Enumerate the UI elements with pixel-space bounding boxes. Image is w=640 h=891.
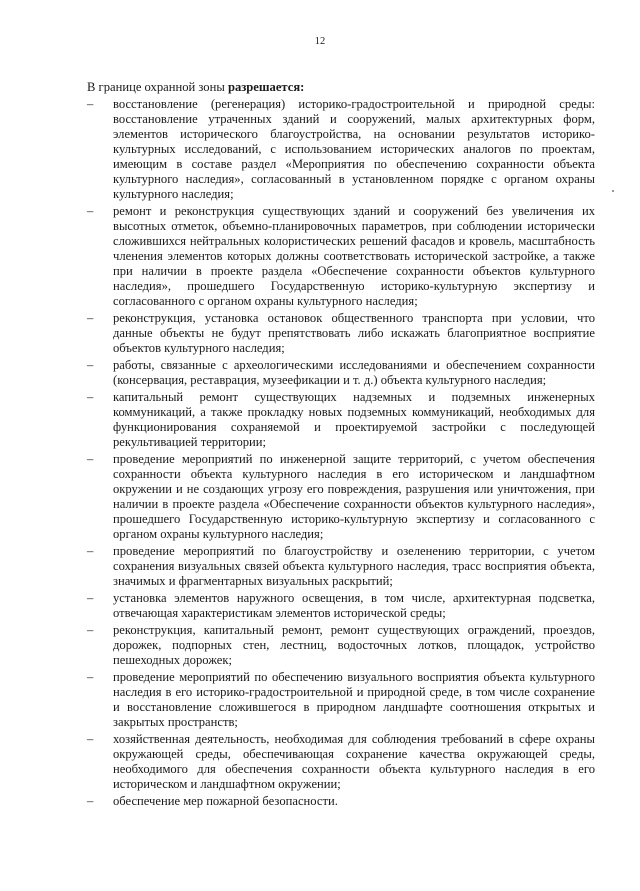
- bullet-dash: –: [87, 544, 94, 558]
- list-item-text: установка элементов наружного освещения, в том числе, архитектурная подсветка, отвечающая характеристикам элементов исторической среды;: [113, 591, 595, 620]
- list-item-text: хозяйственная деятельность, необходимая для соблюдения требований в сфере охраны окружающей среды, обеспечивающая сохранение качества окружающей среды, необходимого для обеспечения сохранности объекта культурного наследия в его историческом и ландшафтном окружении;: [113, 732, 595, 791]
- document-body: [87, 80, 595, 811]
- list-item-text: капитальный ремонт существующих надземных и подземных инженерных коммуникаций, а также прокладку новых подземных коммуникаций, необходимых для функционирования сохраняемой и проектируемой застройки с последующей рекультивацией территории;: [113, 390, 595, 449]
- list-item: [87, 97, 595, 202]
- list-item: [87, 732, 595, 792]
- list-item: [87, 452, 595, 542]
- list-item: [87, 623, 595, 668]
- page-number: 12: [314, 36, 326, 47]
- section-intro: [87, 80, 595, 95]
- list-item-text: реконструкция, капитальный ремонт, ремонт существующих ограждений, проездов, дорожек, подпорных стен, лестниц, водосточных лотков, площадок, устройство пешеходных дорожек;: [113, 623, 595, 667]
- list-item: [87, 591, 595, 621]
- list-item-text: проведение мероприятий по инженерной защите территорий, с учетом обеспечения сохранности объекта культурного наследия в его историческом и ландшафтном окружении и не создающих угрозу его повреждения, разрушения или уничтожения, при наличии в проекте раздела «Обеспечение сохранности объектов культурного наследия», прошедшего Государственную историко-культурную экспертизу и согласованного с органом охраны культурного наследия;: [113, 452, 595, 541]
- list-item: [87, 358, 595, 388]
- intro-text: В границе охранной зоны: [87, 80, 228, 94]
- list-item-text: реконструкция, установка остановок общественного транспорта при условии, что данные объекты не будут препятствовать либо искажать благоприятное восприятие объектов культурного наследия;: [113, 311, 595, 355]
- list-item-text: работы, связанные с археологическими исследованиями и обеспечением сохранности (консервация, реставрация, музеефикации и т. д.) объекта культурного наследия;: [113, 358, 595, 387]
- scan-speck: [612, 190, 614, 192]
- bullet-dash: –: [87, 732, 94, 746]
- list-item-text: проведение мероприятий по благоустройству и озеленению территории, с учетом сохранения визуальных связей объекта культурного наследия, трасс восприятия объекта, значимых и фрагментарных визуальных раскрытий;: [113, 544, 595, 588]
- list-item-text: ремонт и реконструкция существующих зданий и сооружений без увеличения их высотных отметок, объемно-планировочных параметров, при соблюдении исторически сложившихся нейтральных колористических решений фасадов и кровель, масштабность членения элементов которых должны соответствовать исторической застройке, а также при наличии в проекте раздела «Обеспечение сохранности объектов культурного наследия», прошедшего Государственную историко-культурную экспертизу и согласованного с органом охраны культурного наследия;: [113, 204, 595, 308]
- list-item: [87, 670, 595, 730]
- bullet-dash: –: [87, 390, 94, 404]
- bullet-dash: –: [87, 358, 94, 372]
- intro-emphasis: разрешается:: [227, 80, 305, 94]
- bullet-dash: –: [87, 452, 94, 466]
- bullet-dash: –: [87, 591, 94, 605]
- list-item-text: восстановление (регенерация) историко-градостроительной и природной среды: восстановление утраченных зданий и сооружений, малых архитектурных форм, элементов исторического благоустройства, на основании результатов историко-культурных исследований, с использованием исторических аналогов по проектам, имеющим в составе раздел «Мероприятия по обеспечению сохранности объекта культурного наследия», согласованный в установленном порядке с органом охраны культурного наследия;: [113, 97, 595, 201]
- bullet-dash: –: [87, 794, 94, 808]
- bullet-dash: –: [87, 311, 94, 325]
- permitted-activities-list: [87, 97, 595, 809]
- list-item: [87, 204, 595, 309]
- list-item: [87, 390, 595, 450]
- list-item: [87, 544, 595, 589]
- list-item: [87, 794, 595, 809]
- bullet-dash: –: [87, 670, 94, 684]
- list-item-text: проведение мероприятий по обеспечению визуального восприятия объекта культурного наследия в его историко-градостроительной и природной среде, в том числе сохранение и восстановление сложившегося в природном ландшафте соотношения открытых и закрытых пространств;: [113, 670, 595, 729]
- bullet-dash: –: [87, 623, 94, 637]
- list-item: [87, 311, 595, 356]
- bullet-dash: –: [87, 204, 94, 218]
- list-item-text: обеспечение мер пожарной безопасности.: [113, 794, 338, 808]
- bullet-dash: –: [87, 97, 94, 111]
